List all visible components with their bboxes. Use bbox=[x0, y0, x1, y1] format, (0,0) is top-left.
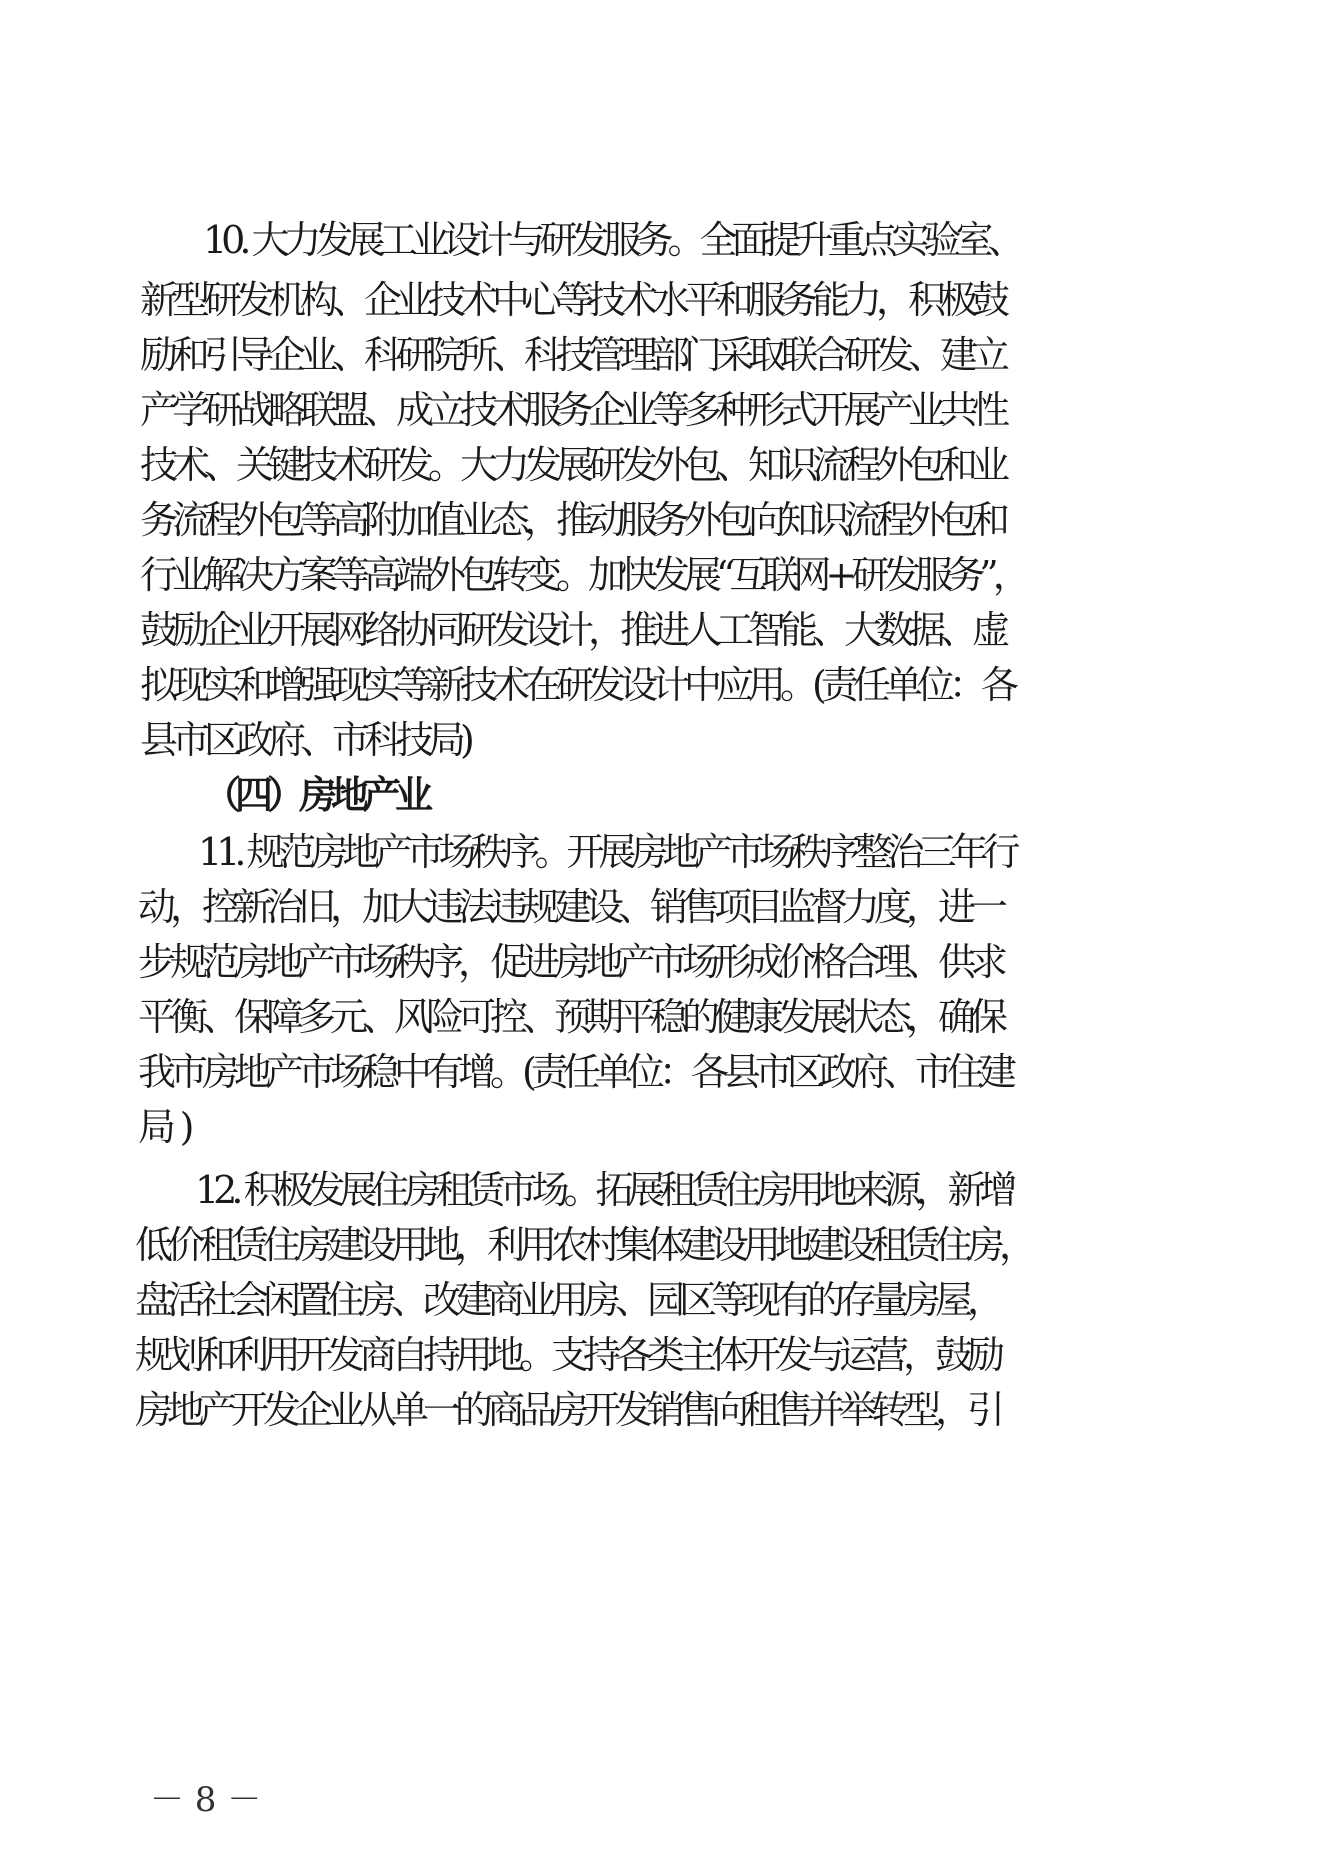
line-text: 我市房地产市场稳中有增。(责任单位：各县市区政府、市住建 bbox=[138, 1050, 1011, 1094]
page-number: － 8 － bbox=[150, 1780, 262, 1820]
line-text: 局) bbox=[138, 1105, 199, 1149]
paragraph-12-line bbox=[0, 1160, 1323, 1220]
paragraph-11-line bbox=[0, 1042, 1323, 1102]
paragraph-10-line bbox=[0, 270, 1323, 330]
paragraph-12-line bbox=[0, 1380, 1323, 1440]
paragraph-10-line bbox=[0, 710, 1323, 770]
line-text: 步规范房地产市场秩序，促进房地产市场形成价格合理、供求 bbox=[138, 940, 1003, 984]
paragraph-11-line bbox=[0, 822, 1323, 882]
line-text: 低价租赁住房建设用地，利用农村集体建设用地建设租赁住房， bbox=[135, 1223, 1032, 1267]
line-text: 平衡、保障多元、风险可控、预期平稳的健康发展状态，确保 bbox=[138, 995, 1003, 1039]
paragraph-10-line bbox=[0, 600, 1323, 660]
line-text: 鼓励企业开展网络协同研发设计，推进人工智能、大数据、虚 bbox=[140, 608, 1005, 652]
paragraph-11-line bbox=[0, 877, 1323, 937]
paragraph-11-line bbox=[0, 932, 1323, 992]
paragraph-12-line bbox=[0, 1325, 1323, 1385]
line-text: 产学研战略联盟、成立技术服务企业等多种形式开展产业共性 bbox=[140, 388, 1005, 432]
paragraph-12-line bbox=[0, 1215, 1323, 1275]
section-heading-text: （四）房地产业 bbox=[203, 773, 428, 817]
paragraph-10-line bbox=[0, 490, 1323, 550]
line-text: 10. 大力发展工业设计与研发服务。全面提升重点实验室、 bbox=[203, 218, 1020, 262]
line-text: 12. 积极发展住房租赁市场。拓展租赁住房用地来源，新增 bbox=[195, 1168, 1012, 1212]
line-text: 务流程外包等高附加值业态，推动服务外包向知识流程外包和 bbox=[140, 498, 1005, 542]
paragraph-10-line bbox=[0, 380, 1323, 440]
paragraph-10-line bbox=[0, 435, 1323, 495]
paragraph-10-line bbox=[0, 210, 1323, 270]
line-text: 盘活社会闲置住房、改建商业用房、园区等现有的存量房屋， bbox=[135, 1278, 1000, 1322]
paragraph-11-line bbox=[0, 1097, 1323, 1157]
paragraph-10-line bbox=[0, 545, 1323, 605]
line-text: 房地产开发企业从单一的商品房开发销售向租售并举转型，引 bbox=[135, 1388, 1000, 1432]
line-text: 规划和利用开发商自持用地。支持各类主体开发与运营，鼓励 bbox=[135, 1333, 1000, 1377]
line-text: 拟现实和增强现实等新技术在研发设计中应用。(责任单位：各 bbox=[140, 663, 1013, 707]
paragraph-10-line bbox=[0, 325, 1323, 385]
line-text: 动，控新治旧，加大违法违规建设、销售项目监督力度，进一 bbox=[138, 885, 1003, 929]
line-text: 11. 规范房地产市场秩序。开展房地产市场秩序整治三年行 bbox=[198, 830, 1015, 874]
paragraph-12-line bbox=[0, 1270, 1323, 1330]
line-text: 县市区政府、市科技局) bbox=[140, 718, 469, 762]
line-text: 新型研发机构、企业技术中心等技术水平和服务能力，积极鼓 bbox=[140, 278, 1005, 322]
line-text: 励和引导企业、科研院所、科技管理部门采取联合研发、建立 bbox=[140, 333, 1005, 377]
line-text: 技术、关键技术研发。大力发展研发外包、知识流程外包和业 bbox=[140, 443, 1005, 487]
paragraph-11-line bbox=[0, 987, 1323, 1047]
section-heading bbox=[0, 765, 1323, 825]
line-text: 行业解决方案等高端外包转变。加快发展“互联网+研发服务”， bbox=[140, 553, 1025, 597]
paragraph-10-line bbox=[0, 655, 1323, 715]
